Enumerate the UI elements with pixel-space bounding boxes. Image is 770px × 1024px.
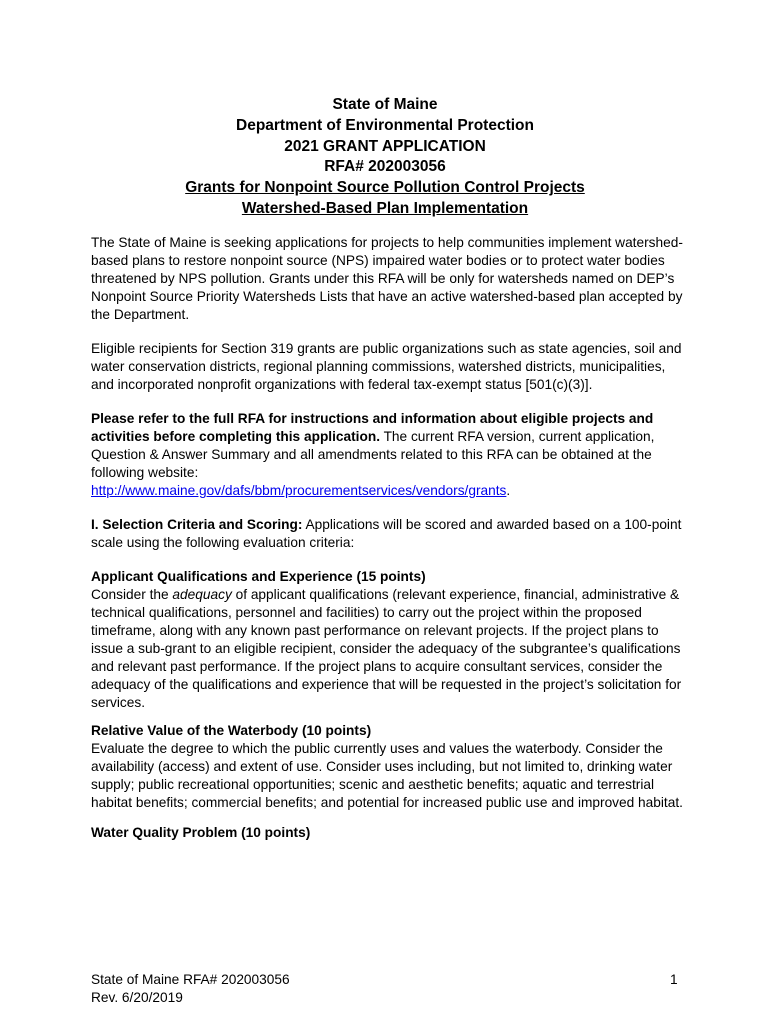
header-department: Department of Environmental Protection [236,116,534,134]
link-suffix: . [506,483,511,498]
criterion-qualifications-emphasis: adequacy [172,587,232,602]
instructions-text: The current RFA version, current application, Question & Answer Summary and all amendments related to this RFA can be obtained at the following website: [91,429,655,480]
criterion-qualifications-pre: Consider the [91,587,173,602]
header-state: State of Maine [332,96,438,113]
criterion-water-quality-heading: Water Quality Problem (10 points) [91,825,311,840]
instructions-bold: Please refer to the full RFA for instructions and information about eligible projects and activities before completing this application. [91,411,654,444]
selection-heading: I. Selection Criteria and Scoring: [91,517,303,532]
criterion-waterbody-text: Evaluate the degree to which the public currently uses and values the waterbody. Consider the availability (access) and extent of use. Consider uses including, but not limited to, drinking water supply; public recreational opportunities; scenic and aesthetic benefits; aquatic and terrestrial habitat benefits; commercial benefits; and potential for increased public use and improved habitat. [91,741,683,810]
selection-criteria-paragraph [91,516,691,552]
instructions-paragraph [91,410,691,500]
criterion-qualifications [91,568,691,712]
header-application-title: 2021 GRANT APPLICATION [284,137,486,155]
grants-website-link[interactable]: http://www.maine.gov/dafs/bbm/procurementservices/vendors/grants [91,483,507,498]
footer-rfa: State of Maine RFA# 202003056 [91,972,290,987]
document-header [0,95,770,220]
header-plan-title: Watershed-Based Plan Implementation [241,199,529,217]
intro-paragraph: The State of Maine is seeking applications for projects to help communities implement watershed-based plans to restore nonpoint source (NPS) impaired water bodies or to protect water bodies threatened by NPS pollution. Grants under this RFA will be only for watersheds named on DEP’s Nonpoint Source Priority Watersheds Lists that have an active watershed-based plan accepted by the Department. [91,235,683,322]
eligibility-paragraph: Eligible recipients for Section 319 grants are public organizations such as state agencies, soil and water conservation districts, regional planning commissions, watershed districts, municipalities, and incorporated nonprofit organizations with federal tax-exempt status [501(c)(3)]. [91,341,682,392]
footer-revision: Rev. 6/20/2019 [91,990,183,1005]
page-number: 1 [670,972,678,987]
criterion-qualifications-heading: Applicant Qualifications and Experience (15 points) [91,569,426,584]
document-body [91,234,691,858]
criterion-waterbody-heading: Relative Value of the Waterbody (10 points) [91,723,372,738]
criterion-water-quality [91,824,691,842]
criterion-waterbody [91,722,691,812]
header-grant-title: Grants for Nonpoint Source Pollution Control Projects [185,179,585,197]
header-rfa-number: RFA# 202003056 [324,158,446,176]
criterion-qualifications-text: of applicant qualifications (relevant experience, financial, administrative & technical qualifications, personnel and facilities) to carry out the project within the proposed timeframe, along with any known past performance on relevant projects. If the project plans to issue a sub-grant to an eligible recipient, consider the adequacy of the subgrantee’s qualifications and relevant past performance. If the project plans to acquire consultant services, consider the adequacy of the qualifications and experience that will be requested in the project’s solicitation for services. [91,587,682,710]
page-footer [91,971,290,1007]
selection-text: Applications will be scored and awarded based on a 100-point scale using the following evaluation criteria: [91,517,682,550]
